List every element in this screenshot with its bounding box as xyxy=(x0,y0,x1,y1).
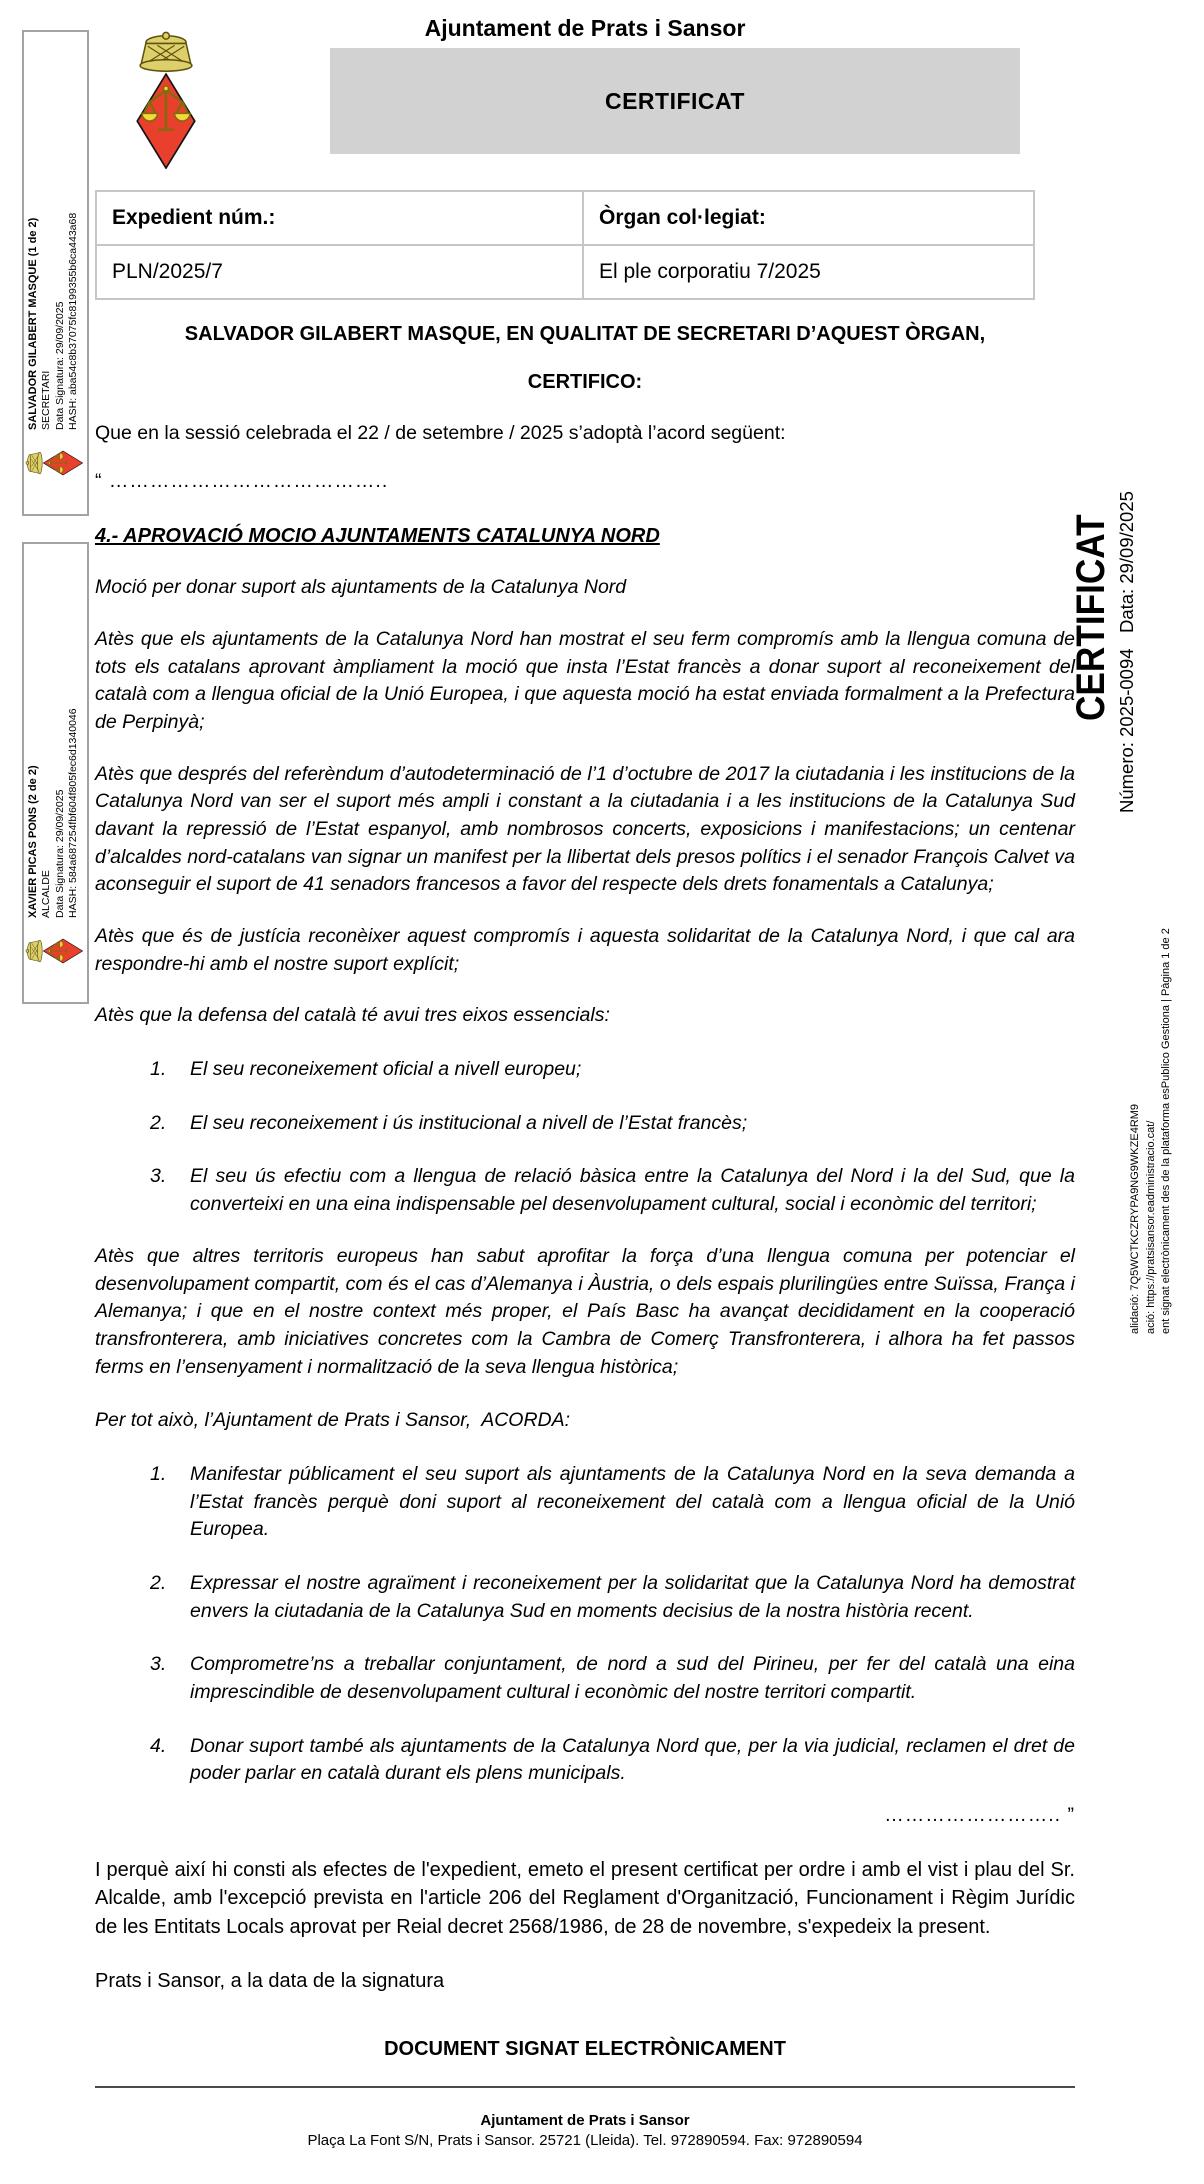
org-title: Ajuntament de Prats i Sansor xyxy=(424,15,746,41)
list-item-number: 2. xyxy=(150,1572,167,1595)
acorda-list xyxy=(95,1461,1075,1788)
eixos-list xyxy=(95,1056,1075,1219)
electronically-signed-line: DOCUMENT SIGNAT ELECTRÒNICAMENT xyxy=(384,2038,786,2061)
coat-of-arms-icon xyxy=(25,930,83,972)
page-footer xyxy=(95,2086,1075,2149)
verification-url-line: ació: https://pratsisansor.eadministracio.cat/ xyxy=(1144,1120,1157,1334)
secretary-line: SALVADOR GILABERT MASQUE, EN QUALITAT DE SECRETARI D’AQUEST ÒRGAN, xyxy=(184,322,986,345)
list-item xyxy=(95,1163,1075,1218)
closing-paragraph: I perquè així hi consti als efectes de l'expedient, emeto el present certificat per ordre i amb el vist i plau del Sr. Alcalde, amb l'excepció prevista en l'article 206 del Reglament d'Organització, Funcionament i Règim Jurídic de les Entitats Locals aprovat per Reial decret 2568/1986, de 28 de novembre, s'expedeix la present. xyxy=(95,1858,1075,1938)
signer-name: SALVADOR GILABERT MASQUE (1 de 2) xyxy=(26,217,39,430)
side-certificate-number: Número: 2025-0094 Data: 29/09/2025 xyxy=(1116,491,1137,813)
expedient-value-cell: PLN/2025/7 xyxy=(96,245,583,299)
motion-heading: 4.- APROVACIÓ MOCIO AJUNTAMENTS CATALUNYA NORD xyxy=(95,524,660,547)
signature-hash: HASH: aba54c8b37075fc8199355b6ca443a68 xyxy=(67,212,79,430)
motion-paragraph: Atès que la defensa del català té avui tres eixos essencials: xyxy=(95,1004,610,1027)
organ-value-cell: El ple corporatiu 7/2025 xyxy=(583,245,1034,299)
signer-role: SECRETARI xyxy=(40,370,52,430)
list-item-text: Donar suport també als ajuntaments de la Catalunya Nord que, per la via judicial, reclamen el dret de poder parlar en català durant els plens municipals. xyxy=(190,1734,1075,1785)
signer-role: ALCALDE xyxy=(40,870,52,918)
list-item-number: 1. xyxy=(150,1462,167,1485)
motion-subtitle: Moció per donar suport als ajuntaments de la Catalunya Nord xyxy=(95,576,627,599)
session-line: Que en la sessió celebrada el 22 / de setembre / 2025 s’adoptà l’acord següent: xyxy=(95,422,786,445)
document-header xyxy=(95,10,1075,182)
list-item xyxy=(95,1056,1075,1084)
acorda-intro: Per tot això, l’Ajuntament de Prats i Sansor, ACORDA: xyxy=(95,1409,571,1432)
list-item xyxy=(95,1733,1075,1788)
list-item-number: 4. xyxy=(150,1734,167,1757)
motion-paragraph: Atès que és de justícia reconèixer aquest compromís i aquesta solidaritat de la Catalunya Nord, i que cal ara respondre-hi amb el nostre suport explícit; xyxy=(95,925,1075,975)
coat-of-arms-icon xyxy=(118,30,214,169)
list-item xyxy=(95,1461,1075,1544)
list-item-text: El seu reconeixement oficial a nivell europeu; xyxy=(190,1058,582,1081)
certificat-banner: CERTIFICAT xyxy=(330,48,1020,154)
footer-org-name: Ajuntament de Prats i Sansor xyxy=(480,2112,690,2129)
list-item-number: 3. xyxy=(150,1653,167,1676)
list-item-number: 1. xyxy=(150,1058,167,1081)
list-item xyxy=(95,1570,1075,1625)
signature-strip-secretary xyxy=(22,30,89,516)
signature-date: Data Signatura: 29/09/2025 xyxy=(53,301,66,430)
signature-strip-mayor xyxy=(22,542,89,1004)
list-item-text: El seu reconeixement i ús institucional a nivell de l’Estat francès; xyxy=(190,1111,748,1134)
motion-paragraph: Atès que els ajuntaments de la Catalunya Nord han mostrat el seu ferm compromís amb la llengua comuna de tots els catalans aprovant àmpliament la moció que insta l’Estat francès a donar suport al reconeixement del català com a llengua oficial de la Unió Europea, i que aquesta moció ha estat enviada formalment a la Prefectura de Perpinyà; xyxy=(95,627,1075,733)
validation-code-line: alidació: 7Q5WCTKCZRYPA9NG9WKZE4RM9 xyxy=(1129,1103,1141,1334)
side-certificat-title: CERTIFICAT xyxy=(1069,514,1113,721)
expedient-table xyxy=(95,190,1035,300)
list-item-text: Comprometre’ns a treballar conjuntament, de nord a sud del Pirineu, per fer del català una eina imprescindible de desenvolupament cultural i econòmic del nostre territori compartit. xyxy=(190,1653,1075,1704)
motion-paragraph: Atès que després del referèndum d’autodeterminació de l’1 d’octubre de 2017 la ciutadania i les institucions de la Catalunya Nord van ser el suport més ampli i constant a la ciutadania i a les institucions de la Catalunya Sud davant la repressió de l’Estat espanyol, amb nombrosos concerts, exposicions i manifestacions; un centenar d’alcaldes nord-catalans van signar un manifest per la llibertat dels presos polítics i el senador François Calvet va aconseguir el suport de 41 senadors francesos a favor del respecte dels drets fonamentals a Catalunya; xyxy=(95,762,1075,896)
coat-of-arms-icon xyxy=(25,442,83,484)
side-validation-block xyxy=(1128,826,1178,1334)
list-item-text: Manifestar públicament el seu suport als ajuntaments de la Catalunya Nord en la seva demanda a l’Estat francès perquè doni suport al reconeixement del català com a llengua oficial de la Unió Europea. xyxy=(190,1462,1075,1541)
list-item-text: El seu ús efectiu com a llengua de relació bàsica entre la Catalunya del Nord i la del Sud, que la converteixi en una eina indispensable pel desenvolupament cultural, social i econòmic del territori; xyxy=(190,1165,1075,1216)
place-date-line: Prats i Sansor, a la data de la signatura xyxy=(95,1970,445,1993)
motion-paragraph: Atès que altres territoris europeus han sabut aprofitar la força d’una llengua comuna per potenciar el desenvolupament compartit, com és el cas d’Alemanya i Àustria, o dels espais plurilingües entre Suïssa, França i Alemanya; i que en el nostre context més proper, el País Basc ha avançat decididament en la cooperació transfronterera, amb iniciatives concretes com la Cambra de Comerç Transfronterera, i alhora ha fet passos ferms en l’ensenyament i normalització de la seva llengua històrica; xyxy=(95,1244,1075,1378)
signature-date: Data Signatura: 29/09/2025 xyxy=(53,789,66,918)
side-certificate-label xyxy=(1068,368,1176,833)
list-item-text: Expressar el nostre agraïment i reconeixement per la solidaritat que la Catalunya Nord ha demostrat envers la ciutadania de la Catalunya Sud en moments decisius de la nostra història recent. xyxy=(190,1572,1075,1622)
footer-divider xyxy=(95,2086,1075,2088)
signature-hash: HASH: 584a687254fbf604f805fec6d1340046 xyxy=(67,708,79,918)
close-quote-dots: …………………….. ” xyxy=(884,1804,1075,1827)
list-item-number: 3. xyxy=(150,1165,167,1188)
expedient-header-cell: Expedient núm.: xyxy=(96,191,583,245)
signer-name: XAVIER PICAS PONS (2 de 2) xyxy=(26,765,39,918)
certifico-label: CERTIFICO: xyxy=(527,371,643,394)
open-quote-dots: “ ………………………………….. xyxy=(95,470,389,493)
gestiona-page-line: ent signat electrònicament des de la plataforma esPublico Gestiona | Pàgina 1 de 2 xyxy=(1160,928,1172,1334)
certificate-page xyxy=(95,10,1075,2064)
organ-header-cell: Òrgan col·legiat: xyxy=(583,191,1034,245)
list-item-number: 2. xyxy=(150,1111,167,1134)
list-item xyxy=(95,1651,1075,1706)
list-item xyxy=(95,1110,1075,1138)
footer-address: Plaça La Font S/N, Prats i Sansor. 25721 (Lleida). Tel. 972890594. Fax: 972890594 xyxy=(307,2132,863,2149)
